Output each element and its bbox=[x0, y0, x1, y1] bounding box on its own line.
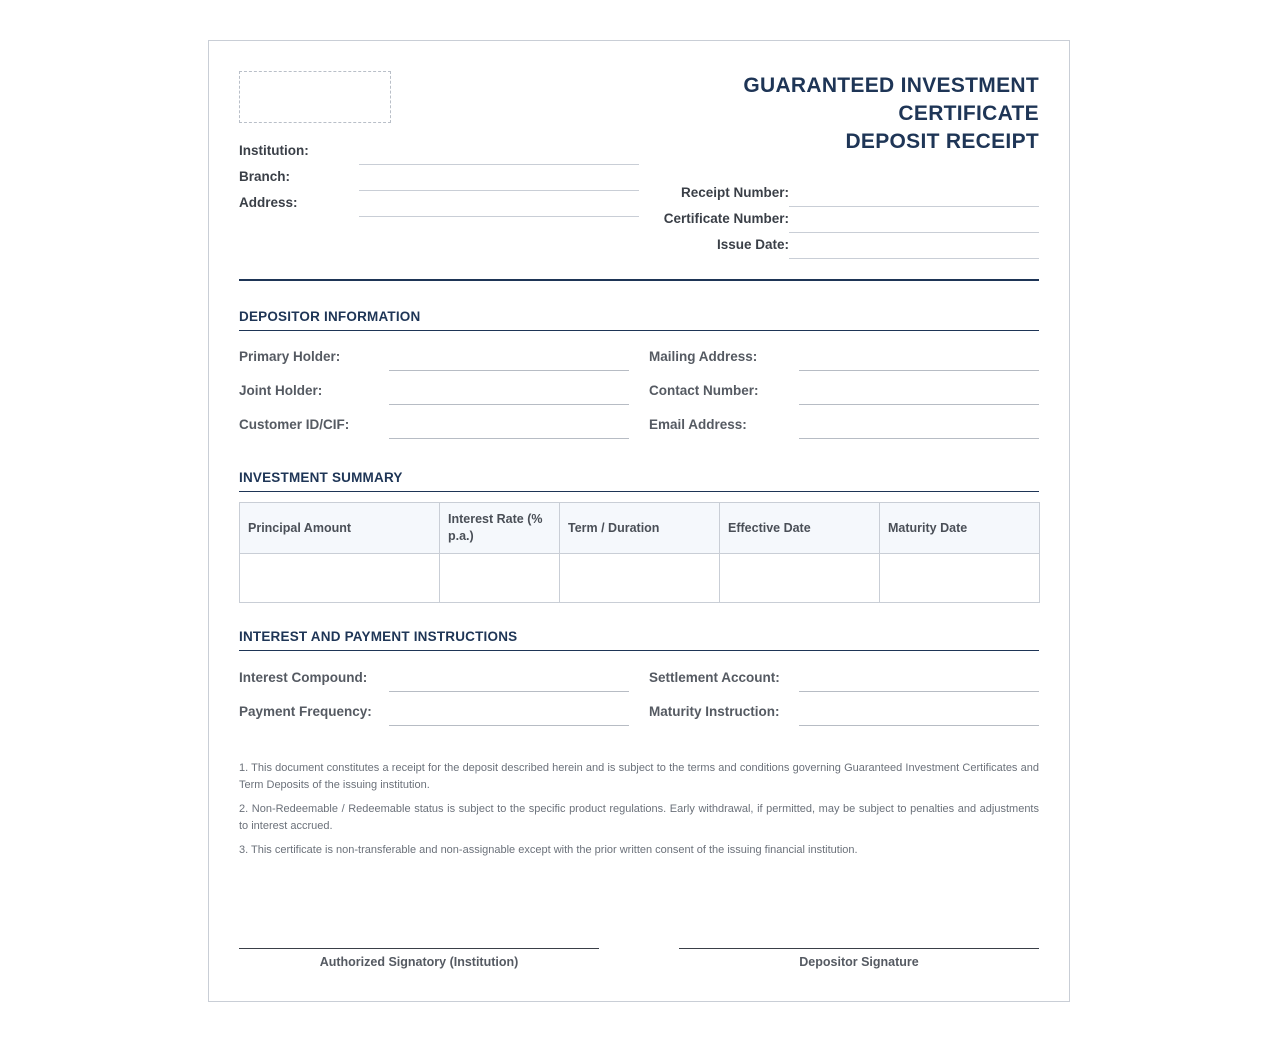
interest-compound-label: Interest Compound: bbox=[239, 670, 368, 685]
receipt-number-field bbox=[639, 185, 1039, 211]
maturity-instruction-label: Maturity Instruction: bbox=[649, 704, 780, 719]
settlement-account-input-line[interactable] bbox=[799, 691, 1039, 692]
investment-summary-title: INVESTMENT SUMMARY bbox=[239, 470, 1039, 492]
logo-placeholder bbox=[239, 71, 391, 123]
address-input-line[interactable] bbox=[359, 216, 639, 217]
certificate-number-input-line[interactable] bbox=[789, 232, 1039, 233]
mailing-address-input-line[interactable] bbox=[799, 370, 1039, 371]
primary-holder-input-line[interactable] bbox=[389, 370, 629, 371]
settlement-account-label: Settlement Account: bbox=[649, 670, 780, 685]
column-header-term: Term / Duration bbox=[560, 503, 720, 554]
table-row bbox=[240, 554, 1040, 603]
issue-date-input-line[interactable] bbox=[789, 258, 1039, 259]
issue-date-label: Issue Date: bbox=[716, 237, 789, 252]
interest-rate-cell[interactable] bbox=[440, 554, 560, 603]
email-address-label: Email Address: bbox=[649, 417, 747, 432]
column-header-effective-date: Effective Date bbox=[720, 503, 880, 554]
customer-id-label: Customer ID/CIF: bbox=[239, 417, 350, 432]
customer-id-input-line[interactable] bbox=[389, 438, 629, 439]
payment-frequency-input-line[interactable] bbox=[389, 725, 629, 726]
contact-number-input-line[interactable] bbox=[799, 404, 1039, 405]
primary-holder-field bbox=[239, 349, 629, 375]
address-field bbox=[239, 195, 639, 221]
interest-compound-input-line[interactable] bbox=[389, 691, 629, 692]
title-line-2: CERTIFICATE bbox=[898, 102, 1039, 125]
receipt-document bbox=[208, 40, 1070, 1002]
institution-signature-label: Authorized Signatory (Institution) bbox=[319, 955, 519, 969]
maturity-instruction-input-line[interactable] bbox=[799, 725, 1039, 726]
title-line-3: DEPOSIT RECEIPT bbox=[845, 130, 1039, 153]
joint-holder-input-line[interactable] bbox=[389, 404, 629, 405]
institution-label: Institution: bbox=[239, 143, 309, 158]
joint-holder-field bbox=[239, 383, 629, 409]
email-address-input-line[interactable] bbox=[799, 438, 1039, 439]
payment-frequency-label: Payment Frequency: bbox=[239, 704, 372, 719]
principal-amount-cell[interactable] bbox=[240, 554, 440, 603]
receipt-number-label: Receipt Number: bbox=[680, 185, 789, 200]
maturity-date-cell[interactable] bbox=[880, 554, 1040, 603]
effective-date-cell[interactable] bbox=[720, 554, 880, 603]
joint-holder-label: Joint Holder: bbox=[239, 383, 323, 398]
mailing-address-label: Mailing Address: bbox=[649, 349, 758, 364]
note-item: 3. This certificate is non-transferable and non-assignable except with the prior written consent of the issuing financial institution. bbox=[239, 844, 858, 856]
interest-compound-field bbox=[239, 670, 629, 696]
payment-section-title: INTEREST AND PAYMENT INSTRUCTIONS bbox=[239, 629, 1039, 651]
email-address-field bbox=[649, 417, 1039, 443]
note-item: 2. Non-Redeemable / Redeemable status is subject to the specific product regulations. Early withdrawal, if permitted, may be subject to penalties and adjustments to interest accrued. bbox=[239, 803, 1039, 832]
certificate-number-field bbox=[639, 211, 1039, 237]
primary-holder-label: Primary Holder: bbox=[239, 349, 341, 364]
title-line-1: GUARANTEED INVESTMENT bbox=[743, 74, 1039, 97]
institution-signature-line[interactable] bbox=[239, 948, 599, 969]
institution-field bbox=[239, 143, 639, 169]
receipt-number-input-line[interactable] bbox=[789, 206, 1039, 207]
branch-field bbox=[239, 169, 639, 195]
column-header-maturity-date: Maturity Date bbox=[880, 503, 1040, 554]
depositor-signature-label: Depositor Signature bbox=[799, 955, 919, 969]
contact-number-field bbox=[649, 383, 1039, 409]
maturity-instruction-field bbox=[649, 704, 1039, 730]
issue-date-field bbox=[639, 237, 1039, 263]
terms-notes bbox=[239, 760, 1039, 866]
column-header-principal: Principal Amount bbox=[240, 503, 440, 554]
column-header-interest-rate: Interest Rate (% p.a.) bbox=[440, 503, 560, 554]
document-title bbox=[743, 72, 1039, 156]
branch-label: Branch: bbox=[239, 169, 291, 184]
mailing-address-field bbox=[649, 349, 1039, 375]
payment-frequency-field bbox=[239, 704, 629, 730]
investment-summary-table bbox=[239, 502, 1040, 603]
depositor-signature-line[interactable] bbox=[679, 948, 1039, 969]
settlement-account-field bbox=[649, 670, 1039, 696]
customer-id-field bbox=[239, 417, 629, 443]
address-label: Address: bbox=[239, 195, 298, 210]
term-cell[interactable] bbox=[560, 554, 720, 603]
branch-input-line[interactable] bbox=[359, 190, 639, 191]
contact-number-label: Contact Number: bbox=[649, 383, 759, 398]
depositor-section-title: DEPOSITOR INFORMATION bbox=[239, 309, 1039, 331]
institution-input-line[interactable] bbox=[359, 164, 639, 165]
table-header-row bbox=[240, 503, 1040, 554]
certificate-number-label: Certificate Number: bbox=[663, 211, 789, 226]
note-item: 1. This document constitutes a receipt for the deposit described herein and is subject to the terms and conditions governing Guaranteed Investment Certificates and Term Deposits of the issuing institution. bbox=[239, 762, 1039, 791]
header-divider bbox=[239, 279, 1039, 281]
